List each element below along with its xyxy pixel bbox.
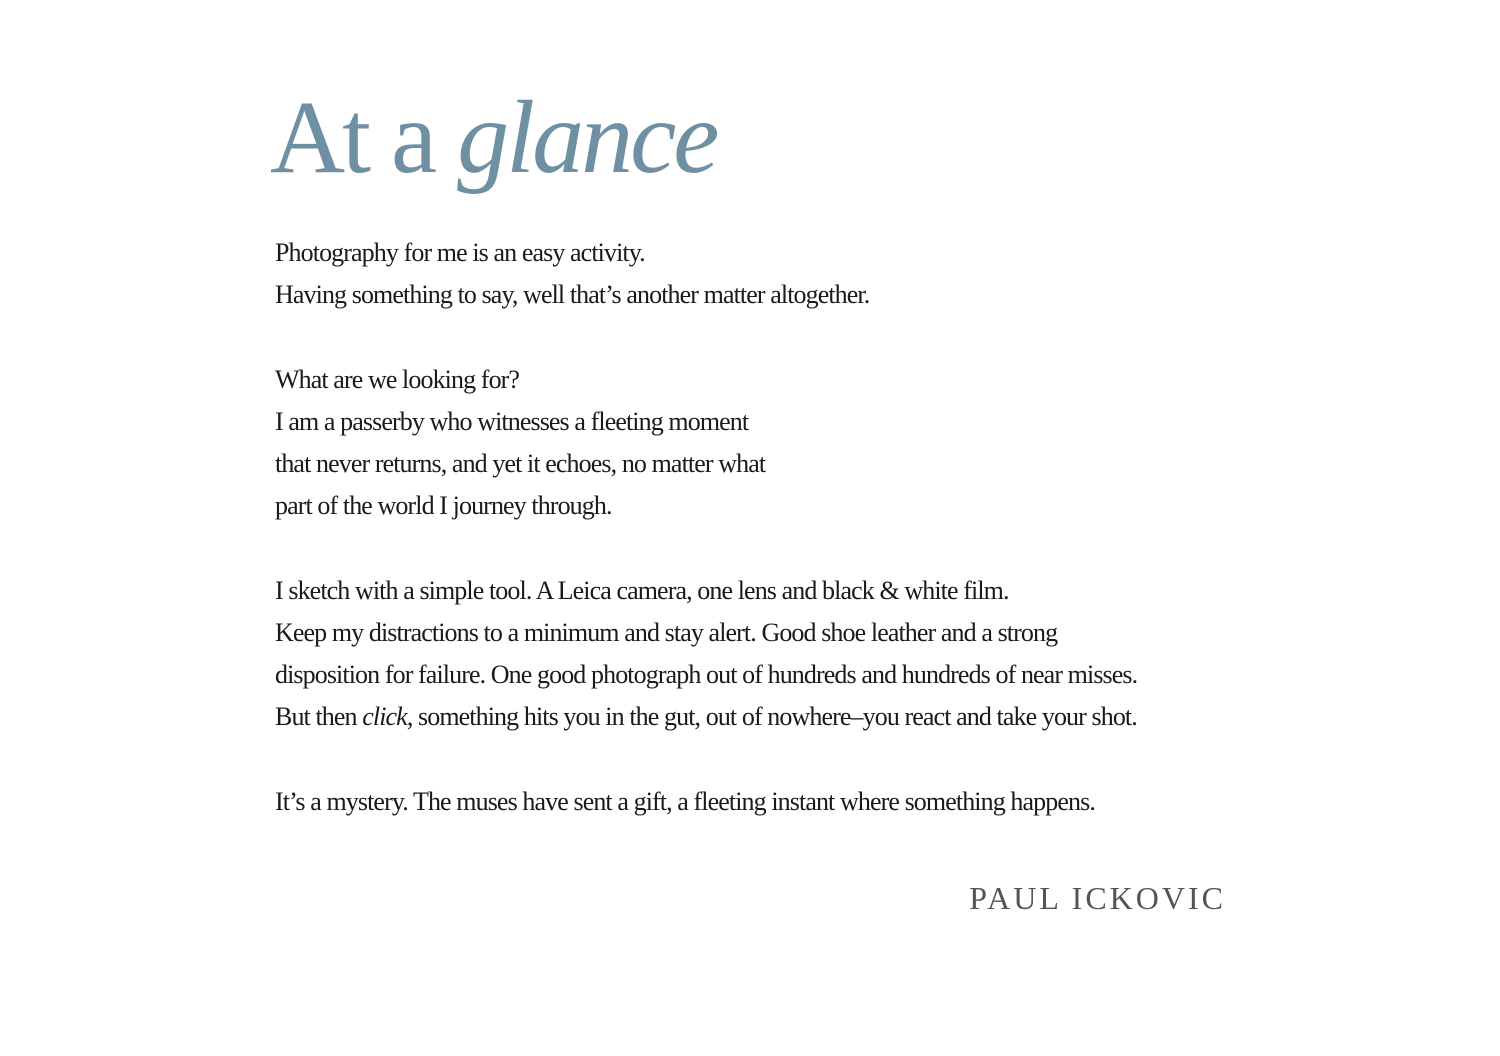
paragraph-gap <box>275 738 1255 780</box>
body-text <box>275 232 1255 823</box>
emphasis-click: click <box>362 702 407 732</box>
text-line-with-emphasis <box>275 696 1255 738</box>
text-line: Keep my distractions to a minimum and stay alert. Good shoe leather and a strong <box>275 617 1058 647</box>
text-line: I am a passerby who witnesses a fleeting moment <box>275 406 749 436</box>
text-line: I sketch with a simple tool. A Leica camera, one lens and black & white film. <box>275 575 1009 605</box>
text-line: that never returns, and yet it echoes, no matter what <box>275 449 766 478</box>
title-italic: glance <box>457 80 717 195</box>
page-title <box>270 78 716 198</box>
paragraph-gap <box>275 316 1255 358</box>
paragraph-gap <box>275 527 1255 569</box>
text-line: disposition for failure. One good photograph out of hundreds and hundreds of near misses. <box>275 660 1138 689</box>
text-fragment: But then <box>275 702 363 732</box>
text-line: Photography for me is an easy activity. <box>275 238 645 267</box>
text-line: part of the world I journey through. <box>275 491 612 521</box>
text-line: Having something to say, well that’s another matter altogether. <box>275 280 870 310</box>
author-signature: PAUL ICKOVIC <box>969 880 1226 916</box>
text-fragment: , something hits you in the gut, out of nowhere–you react and take your shot. <box>406 702 1137 732</box>
text-line: It’s a mystery. The muses have sent a gift, a fleeting instant where something happens. <box>275 786 1095 816</box>
text-line: What are we looking for? <box>275 364 520 394</box>
title-regular: At a <box>270 80 458 195</box>
